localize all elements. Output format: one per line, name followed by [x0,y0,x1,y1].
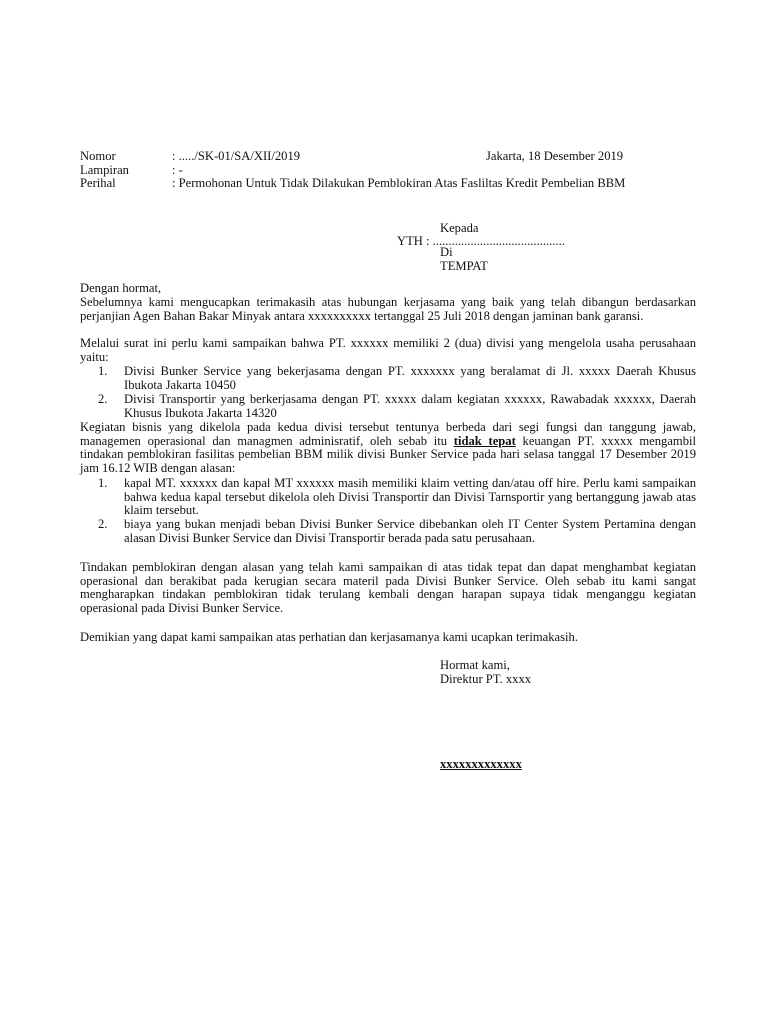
list-item-text: Divisi Transportir yang berkerjasama dengan PT. xxxxx dalam kegiatan xxxxxx, Rawabadak xxxxxx, Daerah Khusus Ibukota Jakarta 14320 [124,392,696,420]
list-item-number: 2. [98,392,108,406]
list-item [98,365,696,392]
list-item [98,477,696,518]
perihal-label: Perihal [80,176,116,190]
closing-paragraph: Demikian yang dapat kami sampaikan atas perhatian dan kerjasamanya kami ucapkan terimakasih. [80,630,578,644]
perihal-value: : Permohonan Untuk Tidak Dilakukan Pemblokiran Atas Fasliltas Kredit Pembelian BBM [172,176,626,190]
list-item-number: 1. [98,476,108,490]
list-item-text: biaya yang bukan menjadi beban Divisi Bunker Service dibebankan oleh IT Center System Pertamina dengan alasan Divisi Bunker Service dan Divisi Transportir berada pada satu perusahaan. [124,517,696,545]
paragraph-2: Melalui surat ini perlu kami sampaikan bahwa PT. xxxxxx memiliki 2 (dua) divisi yang mengelola usaha perusahaan yaitu: [80,336,696,364]
list-item [98,393,696,420]
list-item [98,518,696,545]
emphasis-tidak-tepat: tidak tepat [453,433,516,448]
signature-name: xxxxxxxxxxxxx [440,757,522,771]
greeting: Dengan hormat, [80,281,162,295]
paragraph-3-start: Kegiatan bisnis yang dikelola pada kedua divisi tersebut tentunya berbeda dari segi fungsi dan tanggung jawab, managemen operasional dan managmen adminisratif, oleh sebab itu [80,420,696,448]
signature-title: Direktur PT. xxxx [440,672,532,686]
list-item-text: kapal MT. xxxxxx dan kapal MT xxxxxx masih memiliki klaim vetting dan/atau off hire. Perlu kami sampaikan bahwa kedua kapal tersebut dikelola oleh Divisi Transportir dan Divisi Tarnsportir yang bertanggung jawab atas klaim tersebut. [124,476,696,518]
letter-date: Jakarta, 18 Desember 2019 [486,149,624,163]
recipient-yth: YTH : .......................................... [397,234,565,248]
paragraph-3-end: keuangan PT. xxxxx mengambil tindakan pemblokiran fasilitas pembelian BBM milik divisi Bunker Service pada hari selasa tanggal 17 Desember 2019 jam 16.12 WIB dengan alasan: [80,433,697,475]
nomor-value: : ...../SK-01/SA/XII/2019 [172,149,301,163]
list-item-text: Divisi Bunker Service yang bekerjasama dengan PT. xxxxxxx yang beralamat di Jl. xxxxx Daerah Khusus Ibukota Jakarta 10450 [124,364,696,392]
recipient-kepada: Kepada [440,221,479,235]
paragraph-4: Tindakan pemblokiran dengan alasan yang telah kami sampaikan di atas tidak tepat dan dapat menghambat kegiatan operasional dan berakibat pada kerugian secara materil pada Divisi Bunker Service. Oleh sebab itu kami sangat mengharapkan tindakan pemblokiran tidak terulang kembali dengan harapan supaya tidak menganggu kegiatan operasional pada Divisi Bunker Service. [80,560,696,615]
lampiran-label: Lampiran [80,163,129,177]
paragraph-3 [80,421,696,475]
recipient-di: Di [440,245,453,259]
list-item-number: 1. [98,364,108,378]
list-item-number: 2. [98,517,108,531]
recipient-tempat: TEMPAT [440,259,488,273]
lampiran-value: : - [172,163,183,177]
paragraph-1: Sebelumnya kami mengucapkan terimakasih atas hubungan kerjasama yang baik yang telah dibangun berdasarkan perjanjian Agen Bahan Bakar Minyak antara xxxxxxxxxx tertanggal 25 Juli 2018 dengan jaminan bank garansi. [80,295,696,323]
nomor-label: Nomor [80,149,116,163]
signature-regards: Hormat kami, [440,658,510,672]
